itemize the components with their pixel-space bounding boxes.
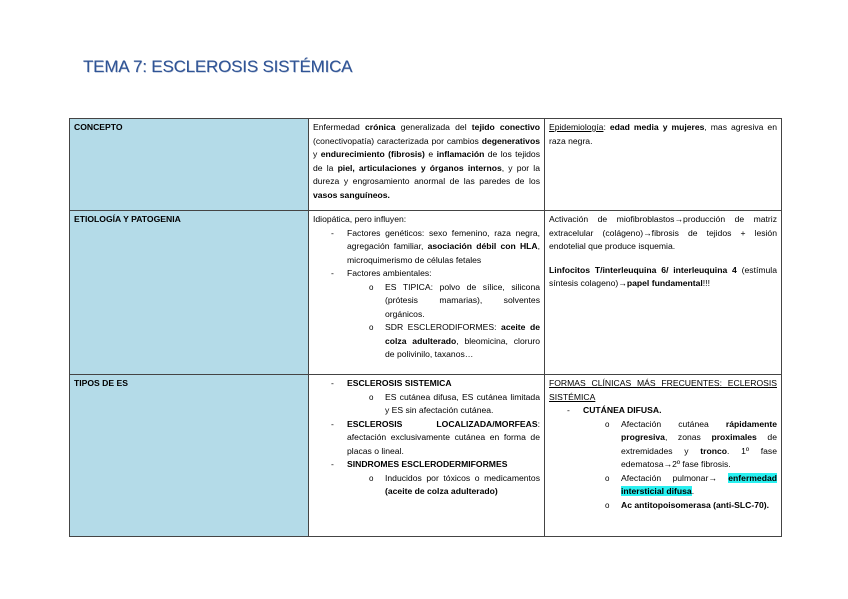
factor-geneticos — [313, 227, 540, 268]
text-run: , y por la dureza y engrosamiento anormal de las paredes de los — [313, 162, 540, 186]
text-run: Enfermedad — [313, 122, 365, 132]
row-concepto — [70, 119, 782, 211]
ambiental-sdr-text — [385, 322, 540, 359]
formas-list — [549, 404, 777, 512]
row-header-tipos: TIPOS DE ES — [70, 375, 309, 537]
row-tipos — [70, 375, 782, 537]
text-run: !!! — [702, 278, 710, 288]
text-run: SDR ESCLERODIFORMES: — [385, 322, 502, 332]
etiologia-factors — [309, 211, 545, 375]
text-run: asociación débil con HLA — [427, 241, 538, 251]
factor-ambientales-label: Factores ambientales: — [347, 268, 432, 278]
tipo-localizada — [313, 418, 540, 459]
text-run: Inducidos por tóxicos o medicamentos — [385, 472, 540, 483]
text-run: aceite de colza adulterado — [385, 322, 540, 346]
text-run: edad media y mujeres — [609, 122, 705, 132]
text-run: y — [313, 149, 321, 159]
text-run: generalizada del — [395, 122, 472, 132]
text-run: rápidamente progresiva — [621, 418, 777, 442]
text-run: (conectivopatía) caracterizada por cambios — [313, 135, 482, 146]
etiologia-patogenia — [545, 211, 782, 375]
factors-list — [313, 227, 540, 362]
text-run: . 1º fase edematosa→2º fase fibrosis. — [621, 445, 777, 469]
etiologia-intro: Idiopática, pero influyen: — [313, 214, 407, 224]
concepto-epidemiologia — [545, 119, 782, 211]
difusa-item-cutanea-text — [621, 419, 777, 470]
formas-clinicas-heading: FORMAS CLÍNICAS MÁS FRECUENTES: ECLEROSIS SISTÉMICA — [549, 378, 777, 402]
text-run: proximales — [711, 432, 757, 442]
row-header-etiologia: ETIOLOGÍA Y PATOGENIA — [70, 211, 309, 375]
ambientales-list — [347, 281, 540, 362]
text-run: , zonas — [664, 432, 712, 442]
difusa-item-cutanea — [583, 418, 777, 472]
tipo-es-sistemica — [313, 377, 540, 418]
text-run: (estímula síntesis colageno) — [549, 264, 777, 288]
text-run: de los tejidos de la — [313, 149, 541, 173]
text-run: endurecimiento — [320, 149, 385, 159]
text-run: Ac antitopoisomerasa (anti-SLC-70). — [621, 499, 770, 510]
difusa-item-pulmonar — [583, 472, 777, 499]
text-run: vasos sanguíneos. — [313, 189, 390, 200]
text-run: : afectación exclusivamente cutánea en forma de placas o lineal. — [347, 418, 540, 456]
formas-clinicas-cell — [545, 375, 782, 537]
content-table — [69, 118, 782, 537]
tipo-sindromes-label: SINDROMES ESCLERODERMIFORMES — [347, 459, 508, 469]
tipo-es-sistemica-label: ESCLEROSIS SISTEMICA — [347, 378, 452, 388]
text-run: tejido conectivo — [471, 122, 541, 132]
text-run: inflamación — [436, 149, 485, 159]
text-run: e — [424, 149, 437, 159]
difusa-item-anticuerpos — [583, 499, 777, 513]
tipos-list — [313, 377, 540, 499]
text-run: , bleomicina, cloruro de polivinilo, taxanos… — [385, 335, 541, 359]
text-run: : — [603, 122, 610, 132]
sindromes-inducidos-text — [385, 473, 540, 497]
text-run: (fibrosis) — [384, 149, 425, 159]
forma-cutanea-difusa-label: CUTÁNEA DIFUSA. — [583, 405, 662, 415]
tipo-sindromes — [313, 458, 540, 499]
text-run: ESCLEROSIS LOCALIZADA/MORFEAS — [347, 418, 538, 429]
text-run: Afectación pulmonar→ — [621, 472, 729, 483]
difusa-item-pulmonar-text — [621, 473, 777, 497]
forma-cutanea-difusa — [549, 404, 777, 512]
text-run: Afectación cutánea — [621, 418, 726, 429]
ambiental-sdr — [347, 321, 540, 362]
page-title: TEMA 7: ESCLEROSIS SISTÉMICA — [83, 57, 353, 76]
text-run: Epidemiología — [549, 122, 604, 132]
es-sistemica-sublist — [347, 391, 540, 418]
tipo-localizada-text — [347, 419, 540, 456]
text-run: de extremidades y — [621, 432, 777, 456]
patogenia-activacion: Activación de miofibroblastos→producción de matriz extracelular (colágeno)→fibrosis de tejidos + lesión endotelial que produce isquemia. — [549, 214, 777, 251]
text-run: degenerativos — [481, 135, 540, 146]
ambiental-es-tipica: o ES TIPICA: polvo de sílice, silicona (prótesis mamarias), solventes orgánicos. — [347, 281, 540, 322]
text-run: , microquimerismo de células fetales — [347, 241, 540, 265]
sindromes-sublist — [347, 472, 540, 499]
row-etiologia — [70, 211, 782, 375]
text-run: tronco — [700, 445, 728, 456]
es-sistemica-subtypes: o ES cutánea difusa, ES cutánea limitada y ES sin afectación cutánea. — [347, 391, 540, 418]
text-run: piel, articulaciones y órganos internos — [337, 162, 502, 173]
difusa-item-anticuerpos-text — [621, 500, 769, 510]
factor-geneticos-text — [347, 228, 540, 265]
cutanea-difusa-sublist — [583, 418, 777, 513]
text-run: . — [691, 486, 695, 496]
factor-ambientales — [313, 267, 540, 362]
sindromes-inducidos — [347, 472, 540, 499]
text-run: →papel fundamental — [618, 278, 703, 288]
row-header-concepto: CONCEPTO — [70, 119, 309, 211]
text-run: Linfocitos T/interleuquina 6/ interleuquina 4 — [549, 264, 737, 275]
patogenia-linfocitos — [549, 264, 777, 291]
text-run: , mas agresiva en raza negra. — [549, 122, 777, 146]
tipos-list-cell — [309, 375, 545, 537]
text-run: enfermedad intersticial difusa — [621, 472, 777, 496]
text-run: Factores genéticos: sexo femenino, raza negra, agregación familiar, — [347, 227, 540, 251]
text-run: crónica — [365, 122, 396, 132]
concepto-definition — [309, 119, 545, 211]
text-run: (aceite de colza adulterado) — [385, 486, 498, 496]
